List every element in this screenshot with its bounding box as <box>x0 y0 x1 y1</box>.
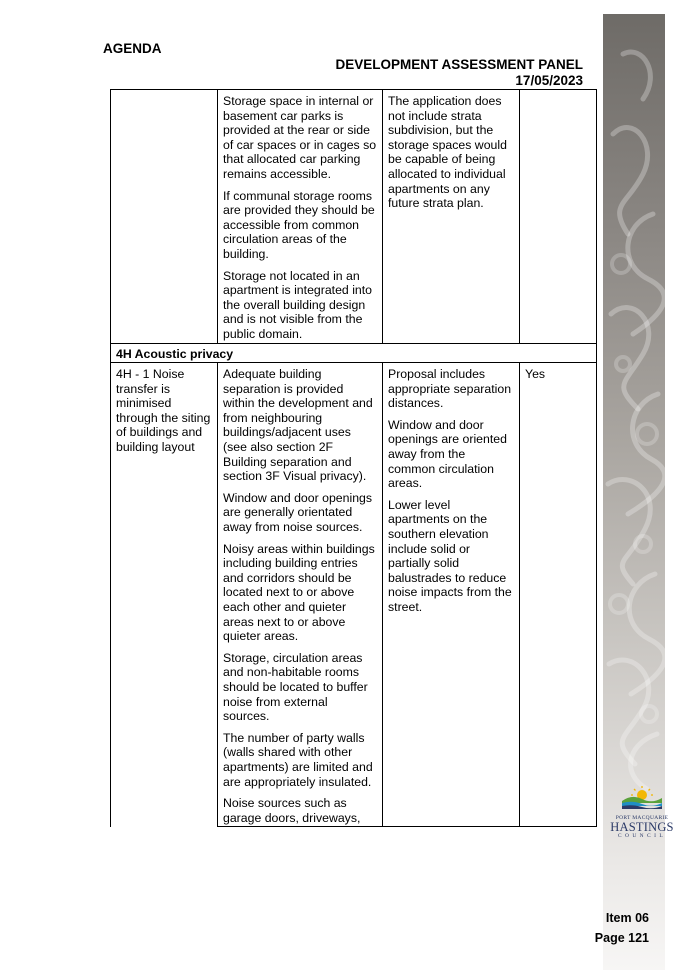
item-number: Item 06 <box>605 911 649 925</box>
panel-title: DEVELOPMENT ASSESSMENT PANEL <box>335 57 583 72</box>
guidance-paragraph: Noisy areas within buildings including building entries and corridors should be located next to or above each other and quieter areas next to or above quieter areas. <box>223 541 375 644</box>
table-row <box>111 363 597 827</box>
control-cell <box>111 90 218 344</box>
guidance-paragraph: Adequate building separation is provided within the development and from neighbouring buildings/adjacent uses (see also section 2F Building separation and section 3F Visual privacy). <box>223 367 373 484</box>
page-number: Page 121 <box>594 931 649 945</box>
response-paragraph: Window and door openings are oriented away from the common circulation areas. <box>388 417 507 491</box>
response-paragraph: The application does not include strata subdivision, but the storage spaces would be capable of being allocated to individual apartments on any future strata plan. <box>388 94 507 211</box>
meeting-date: 17/05/2023 <box>515 73 583 88</box>
table-row <box>111 90 597 344</box>
compliance-cell <box>520 90 597 344</box>
logo-line-3: COUNCIL <box>617 833 667 839</box>
guidance-cell <box>218 90 383 344</box>
response-cell <box>383 90 520 344</box>
guidance-paragraph: Window and door openings are generally orientated away from noise sources. <box>223 490 373 535</box>
compliance-cell: Yes <box>520 363 597 827</box>
guidance-paragraph: The number of party walls (walls shared with other apartments) are limited and are appropriately insulated. <box>223 730 373 789</box>
guidance-paragraph: Noise sources such as garage doors, driveways, <box>223 796 361 825</box>
section-heading-row <box>111 343 597 363</box>
logo-line-2: HASTINGS <box>610 820 674 834</box>
guidance-paragraph: If communal storage rooms are provided they should be accessible from common circulation areas of the building. <box>223 188 375 261</box>
guidance-paragraph: Storage, circulation areas and non-habitable rooms should be located to buffer noise from external sources. <box>223 650 368 724</box>
section-heading: 4H Acoustic privacy <box>111 343 597 363</box>
assessment-table <box>110 89 597 827</box>
response-paragraph: Lower level apartments on the southern elevation include solid or partially solid balustrades to reduce noise impacts from the street. <box>388 497 512 614</box>
response-cell <box>383 363 520 827</box>
response-paragraph: Proposal includes appropriate separation distances. <box>388 367 512 411</box>
sun-landscape-logo-icon <box>620 785 664 809</box>
logo-line-1: PORT MACQUARIE <box>615 815 669 821</box>
control-cell: 4H - 1 Noise transfer is minimised through the siting of buildings and building layout <box>111 363 218 827</box>
guidance-paragraph: Storage not located in an apartment is integrated into the overall building design and is not visible from the public domain. <box>223 268 373 341</box>
guidance-cell <box>218 363 383 827</box>
council-logo <box>610 785 674 839</box>
agenda-heading: AGENDA <box>103 41 162 56</box>
guidance-paragraph: Storage space in internal or basement car parks is provided at the rear or side of car spaces or in cages so that allocated car parking remains accessible. <box>223 94 377 181</box>
